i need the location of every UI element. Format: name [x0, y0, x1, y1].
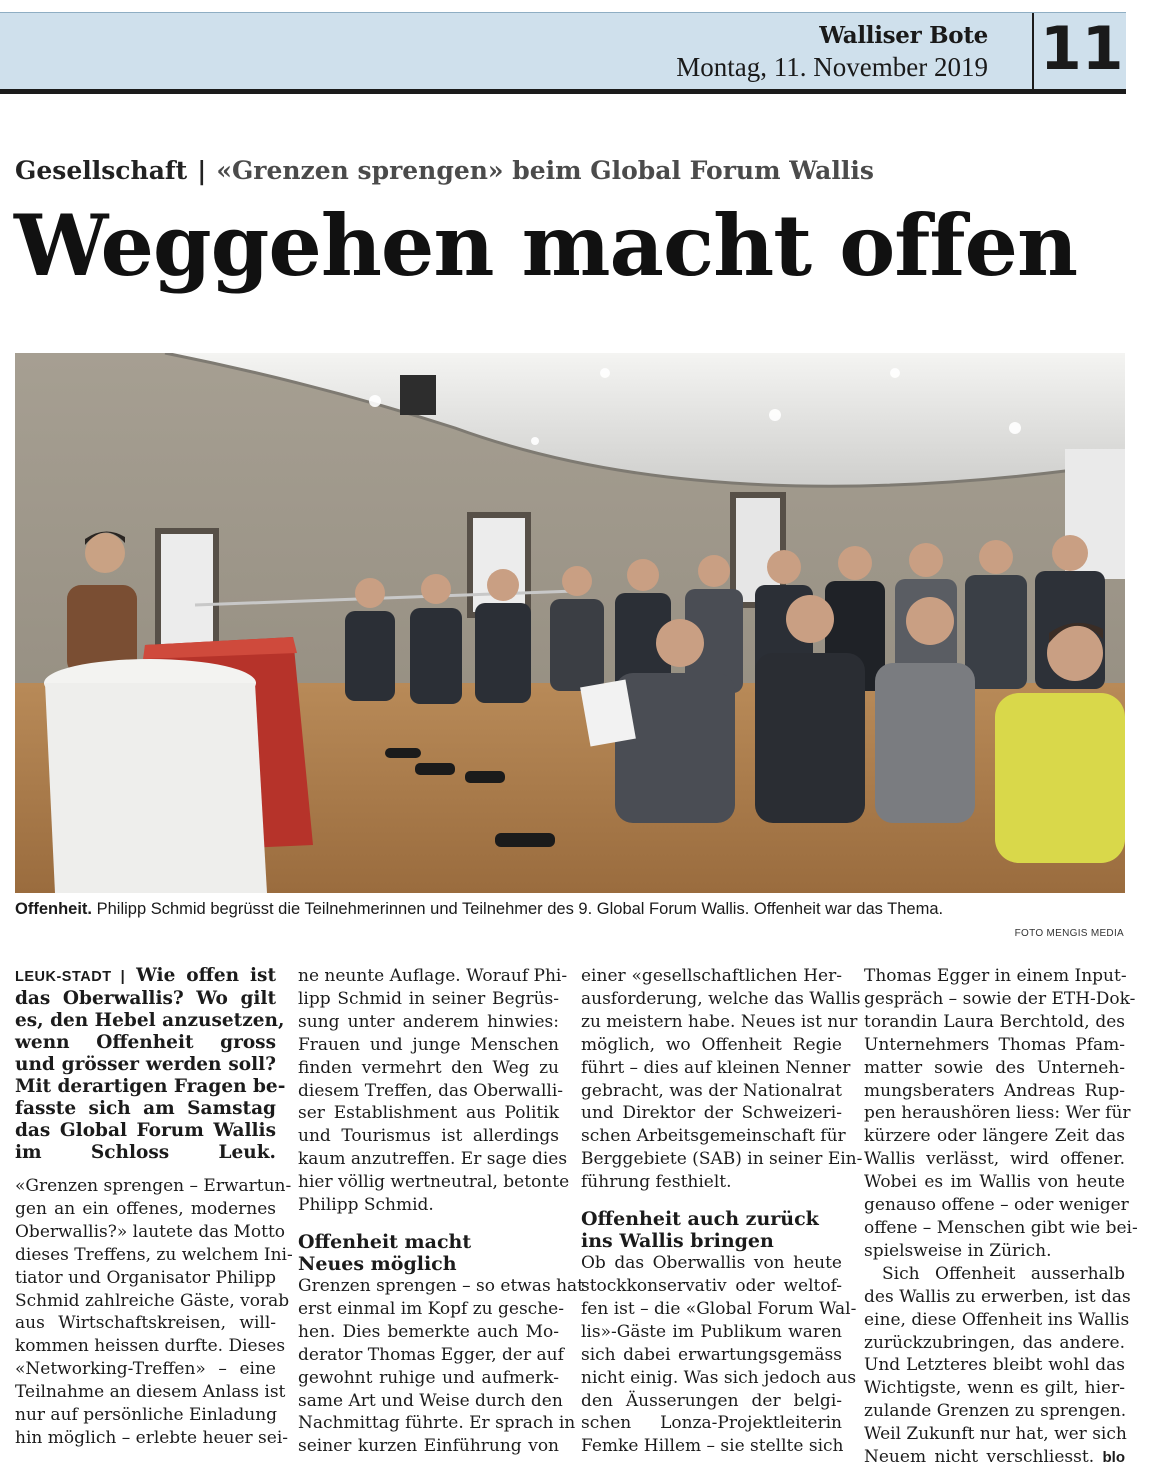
- event-photo: [15, 353, 1125, 893]
- lead-line: das Oberwallis? Wo gilt: [15, 988, 276, 1009]
- text-line: lis»-Gäste im Publikum waren: [581, 1321, 842, 1342]
- text-line: stockkonservativ oder weltof-: [581, 1275, 842, 1296]
- text-line: hen. Dies bemerkte auch Mo-: [298, 1321, 559, 1342]
- text-line: kürzere oder längere Zeit das: [864, 1126, 1125, 1147]
- lead-line: Wie offen ist: [136, 965, 276, 986]
- text-line: dieses Treffens, zu welchem Ini-: [15, 1244, 293, 1265]
- subheading-line: Neues möglich: [298, 1252, 457, 1275]
- lead-line: das Global Forum Wallis: [15, 1120, 276, 1141]
- kicker-separator: |: [197, 156, 207, 185]
- subheading-line: ins Wallis bringen: [581, 1230, 774, 1253]
- projector-icon: [400, 375, 436, 415]
- text-line: Berggebiete (SAB) in seiner Ein-: [581, 1149, 863, 1170]
- photo-caption: [15, 900, 943, 919]
- text-line: führt – dies auf kleinen Nenner: [581, 1057, 851, 1078]
- text-line: eine, diese Offenheit ins Wallis: [864, 1309, 1130, 1330]
- text-line: Oberwallis?» lautete das Motto: [15, 1221, 286, 1242]
- text-line: und Tourismus ist allerdings: [298, 1126, 559, 1147]
- text-line: schen Arbeitsgemeinschaft für: [581, 1126, 846, 1147]
- text-line: Thomas Egger in einem Input-: [864, 966, 1127, 986]
- text-line: sung unter anderem hinwies:: [298, 1011, 559, 1032]
- text-line: Grenzen sprengen – so etwas hat: [298, 1275, 585, 1296]
- article-column-3: [581, 965, 863, 1458]
- kicker-section: Gesellschaft: [15, 156, 188, 185]
- lead-line: fasste sich am Samstag: [15, 1098, 276, 1119]
- page-number: 11: [1040, 14, 1124, 84]
- text-line: gebracht, was der Nationalrat: [581, 1080, 842, 1101]
- text-line: Wobei es im Wallis von heute: [864, 1172, 1125, 1193]
- text-line: den Äusserungen der belgi-: [581, 1390, 842, 1411]
- text-line: Philipp Schmid.: [298, 1195, 434, 1216]
- lead-line: es, den Hebel anzusetzen,: [15, 1010, 285, 1031]
- caption-text: Philipp Schmid begrüsst die Teilnehmerinnen und Teilnehmer des 9. Global Forum Wallis. Offenheit war das Thema.: [96, 900, 944, 918]
- text-line: spielsweise in Zürich.: [864, 1240, 1052, 1261]
- text-line: derator Thomas Egger, der auf: [298, 1344, 564, 1365]
- text-line: matter sowie des Unterneh-: [864, 1057, 1125, 1078]
- text-line: lipp Schmid in seiner Begrüs-: [298, 988, 559, 1009]
- text-line: offene – Menschen gibt wie bei-: [864, 1217, 1138, 1238]
- text-line: zurückzubringen, das andere.: [864, 1332, 1125, 1353]
- kicker-topic: «Grenzen sprengen» beim Global Forum Wallis: [216, 156, 874, 185]
- body-text: [581, 1252, 857, 1458]
- text-line: tiator und Organisator Philipp: [15, 1267, 276, 1288]
- subheading: [581, 1208, 842, 1252]
- article-lead: [15, 965, 286, 1164]
- subheading-line: Offenheit macht: [298, 1230, 472, 1253]
- text-line: Femke Hillem – sie stellte sich: [581, 1436, 844, 1457]
- text-line: Weil Zukunft nur hat, wer sich: [864, 1424, 1127, 1445]
- text-line: gen an ein offenes, modernes: [15, 1198, 276, 1219]
- text-line: Nachmittag führte. Er sprach in: [298, 1413, 576, 1434]
- text-line: gewohnt ruhige und aufmerk-: [298, 1367, 559, 1388]
- masthead: [0, 12, 1126, 94]
- newspaper-name: Walliser Bote: [819, 22, 988, 49]
- text-line: kommen heissen durfte. Dieses: [15, 1336, 286, 1357]
- body-text: [298, 1275, 585, 1458]
- subheading-line: Offenheit auch zurück: [581, 1208, 819, 1231]
- text-line: Und Letzteres bleibt wohl das: [864, 1355, 1125, 1376]
- text-line: sich dabei erwartungsgemäss: [581, 1344, 842, 1365]
- issue-date: Montag, 11. November 2019: [676, 52, 988, 82]
- text-line: Schmid zahlreiche Gäste, vorab: [15, 1290, 290, 1311]
- cocktail-table: [44, 659, 267, 893]
- text-line: pen heraushören liess: Wer für: [864, 1103, 1131, 1124]
- text-line: Teilnahme an diesem Anlass ist: [15, 1382, 286, 1403]
- text-line: seiner kurzen Einführung von: [298, 1436, 559, 1457]
- dateline: LEUK-STADT |: [15, 969, 126, 985]
- subheading: [298, 1231, 559, 1275]
- text-line: gespräch – sowie der ETH-Dok-: [864, 988, 1136, 1009]
- article-column-1: [15, 965, 293, 1450]
- lead-line: wenn Offenheit gross: [15, 1032, 276, 1053]
- caption-lead: Offenheit.: [15, 900, 92, 918]
- text-line: hier völlig wertneutral, betonte: [298, 1172, 570, 1193]
- lead-line: Mit derartigen Fragen be-: [15, 1076, 286, 1097]
- text-line: Ob das Oberwallis von heute: [581, 1253, 842, 1274]
- text-line: «Networking-Treffen» – eine: [15, 1359, 276, 1380]
- text-line: Unternehmers Thomas Pfam-: [864, 1034, 1125, 1055]
- kicker: [15, 156, 874, 185]
- text-line: Neuem nicht verschliesst. blo: [864, 1447, 1126, 1468]
- body-text: [864, 965, 1138, 1263]
- text-line: same Art und Weise durch den: [298, 1390, 563, 1411]
- text-line: genauso offene – oder weniger: [864, 1195, 1129, 1216]
- text-line: einer «gesellschaftlichen Her-: [581, 966, 842, 986]
- text-line: und Direktor der Schweizeri-: [581, 1103, 842, 1124]
- yellow-jacket: [995, 693, 1125, 863]
- text-line: nur auf persönliche Einladung: [15, 1405, 278, 1426]
- text-line: hin möglich – erlebte heuer sei-: [15, 1427, 289, 1448]
- photo-credit: FOTO MENGIS MEDIA: [1014, 928, 1124, 939]
- body-text: [581, 965, 863, 1194]
- text-line: ausforderung, welche das Wallis: [581, 988, 861, 1009]
- author-signature: blo: [1102, 1449, 1126, 1467]
- masthead-divider: [1032, 13, 1034, 89]
- text-line: zulande Grenzen zu sprengen.: [864, 1401, 1127, 1422]
- text-line: Sich Offenheit ausserhalb: [882, 1263, 1125, 1284]
- article-column-2: [298, 965, 585, 1458]
- text-line: ser Establishment aus Politik: [298, 1103, 559, 1124]
- text-line: torandin Laura Berchtold, des: [864, 1011, 1125, 1032]
- text-line: Frauen und junge Menschen: [298, 1034, 559, 1055]
- text-line: aus Wirtschaftskreisen, will-: [15, 1313, 276, 1334]
- article-column-4: [864, 965, 1138, 1470]
- text-line: nicht einig. Was sich jedoch aus: [581, 1367, 857, 1388]
- text-line: Wichtigste, wenn es gilt, hier-: [864, 1378, 1125, 1399]
- text-line: möglich, wo Offenheit Regie: [581, 1034, 842, 1055]
- body-text: [864, 1263, 1131, 1470]
- text-line: zu meistern habe. Neues ist nur: [581, 1011, 858, 1032]
- body-text: [15, 1175, 293, 1450]
- text-line: ne neunte Auflage. Worauf Phi-: [298, 966, 568, 986]
- text-line: führung festhielt.: [581, 1172, 732, 1193]
- text-line: kaum anzutreffen. Er sage dies: [298, 1149, 568, 1170]
- headline: Weggehen macht offen: [14, 196, 1078, 295]
- text-line: fen ist – die «Global Forum Wal-: [581, 1298, 857, 1319]
- text-line: schen Lonza-Projektleiterin: [581, 1413, 842, 1434]
- text-line: «Grenzen sprengen – Erwartun-: [15, 1176, 292, 1196]
- body-text: [298, 965, 570, 1217]
- lead-line: im Schloss Leuk.: [15, 1142, 276, 1163]
- text-line: mungsberaters Andreas Rup-: [864, 1080, 1125, 1101]
- lead-line: und grösser werden soll?: [15, 1054, 276, 1075]
- text-line: des Wallis zu erwerben, ist das: [864, 1286, 1131, 1307]
- text-line: diesem Treffen, das Oberwalli-: [298, 1080, 564, 1101]
- text-line: Wallis verlässt, wird offener.: [864, 1149, 1125, 1170]
- text-line: erst einmal im Kopf zu gesche-: [298, 1298, 564, 1319]
- text-line: finden vermehrt den Weg zu: [298, 1057, 559, 1078]
